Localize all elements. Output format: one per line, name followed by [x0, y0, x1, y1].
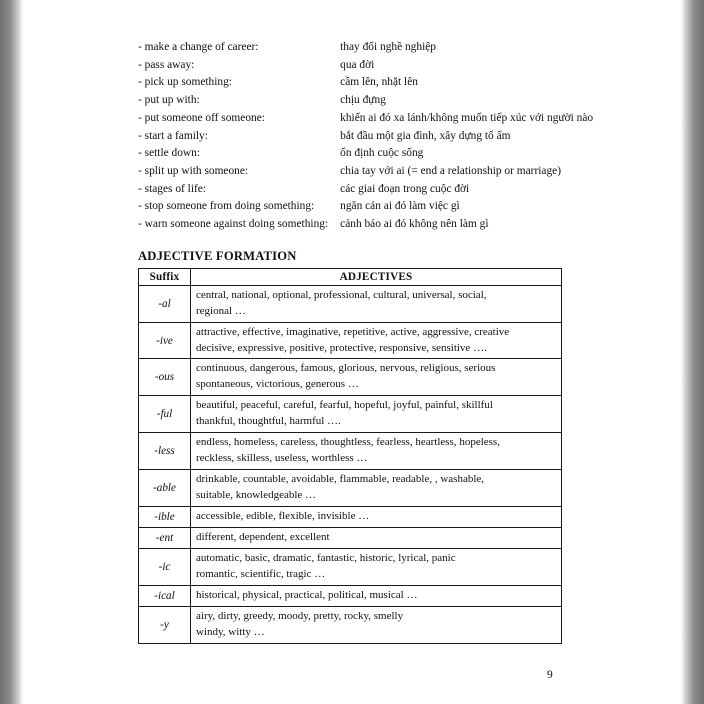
adjectives-line: continuous, dangerous, famous, glorious, nervous, religious, serious — [196, 362, 496, 375]
table-row — [139, 285, 562, 322]
phrase-row — [138, 95, 593, 113]
adjectives-line: romantic, scientific, tragic … — [196, 567, 326, 580]
suffix-cell: -ive — [139, 322, 191, 359]
table-header-row — [139, 268, 562, 285]
page-title: ADJECTIVE FORMATION — [138, 248, 297, 263]
adjectives-cell — [191, 606, 562, 643]
phrase-row — [138, 131, 593, 149]
phrase-meaning: chịu đựng — [340, 94, 386, 107]
phrase-meaning: ổn định cuộc sống — [340, 147, 424, 160]
table-row — [139, 433, 562, 470]
phrase-vocabulary-list — [138, 42, 593, 237]
adjectives-line: automatic, basic, dramatic, fantastic, historic, lyrical, panic — [196, 551, 456, 564]
phrase-meaning: chia tay với ai (= end a relationship or marriage) — [340, 164, 562, 177]
adjectives-line: windy, witty … — [196, 625, 265, 638]
adjectives-cell — [191, 527, 562, 548]
adjectives-line: central, national, optional, professional, cultural, universal, social, — [196, 288, 487, 301]
phrase-meaning: cảnh báo ai đó không nên làm gì — [340, 218, 489, 231]
table-row — [139, 585, 562, 606]
suffix-cell: -ful — [139, 396, 191, 433]
adjectives-line: accessible, edible, flexible, invisible … — [196, 509, 370, 522]
page-number: 9 — [547, 669, 553, 681]
table-row — [139, 322, 562, 359]
adjectives-line: thankful, thoughtful, harmful …. — [196, 415, 341, 428]
adjectives-cell — [191, 322, 562, 359]
suffix-cell: -ic — [139, 548, 191, 585]
phrase-term: - stop someone from doing something: — [138, 200, 315, 213]
adjectives-line: reckless, skilless, useless, worthless … — [196, 452, 368, 465]
adjectives-line: endless, homeless, careless, thoughtless, fearless, heartless, hopeless, — [196, 436, 500, 449]
suffix-cell: -less — [139, 433, 191, 470]
adjectives-cell — [191, 359, 562, 396]
adjectives-line: different, dependent, excellent — [196, 530, 330, 543]
phrase-meaning: ngăn cản ai đó làm việc gì — [340, 200, 460, 213]
adjective-table-body — [139, 285, 562, 643]
table-row — [139, 527, 562, 548]
adjectives-line: decisive, expressive, positive, protective, responsive, sensitive …. — [196, 341, 487, 354]
table-row — [139, 396, 562, 433]
phrase-list-body — [138, 42, 593, 237]
adjectives-line: spontaneous, victorious, generous … — [196, 378, 359, 391]
phrase-row — [138, 60, 593, 78]
adjectives-line: beautiful, peaceful, careful, fearful, hopeful, joyful, painful, skillful — [196, 399, 493, 412]
phrase-row — [138, 148, 593, 166]
phrase-meaning: các giai đoạn trong cuộc đời — [340, 182, 470, 195]
phrase-term: - pass away: — [138, 58, 195, 71]
column-header-adjectives: ADJECTIVES — [191, 268, 562, 285]
page-gutter-left-shadow — [0, 0, 23, 704]
adjective-formation-table — [138, 268, 562, 644]
phrase-meaning: khiến ai đó xa lánh/không muốn tiếp xúc với người nào — [340, 111, 594, 124]
phrase-row — [138, 166, 593, 184]
adjectives-cell — [191, 506, 562, 527]
suffix-cell: -al — [139, 285, 191, 322]
table-row — [139, 548, 562, 585]
adjectives-cell — [191, 285, 562, 322]
phrase-term: - warn someone against doing something: — [138, 218, 329, 231]
adjectives-cell — [191, 396, 562, 433]
phrase-row — [138, 201, 593, 219]
suffix-cell: -ent — [139, 527, 191, 548]
adjectives-cell — [191, 433, 562, 470]
page-content — [138, 41, 594, 644]
adjectives-line: historical, physical, practical, political, musical … — [196, 588, 418, 601]
adjectives-line: suitable, knowledgeable … — [196, 489, 317, 502]
phrase-term: - settle down: — [138, 147, 201, 160]
phrase-term: - split up with someone: — [138, 164, 249, 177]
page-gutter-right-shadow — [681, 0, 704, 704]
phrase-term: - start a family: — [138, 129, 208, 142]
table-row — [139, 470, 562, 507]
suffix-cell: -ible — [139, 506, 191, 527]
phrase-meaning: cầm lên, nhặt lên — [340, 76, 418, 89]
adjective-table-head — [139, 268, 562, 285]
phrase-row — [138, 42, 593, 60]
suffix-cell: -y — [139, 606, 191, 643]
adjectives-line: attractive, effective, imaginative, repetitive, active, aggressive, creative — [196, 325, 510, 338]
phrase-meaning: thay đổi nghề nghiệp — [340, 41, 436, 53]
adjectives-cell — [191, 548, 562, 585]
phrase-meaning: bắt đầu một gia đình, xây dựng tổ ấm — [340, 129, 511, 142]
phrase-row — [138, 219, 593, 237]
page-sheet — [23, 0, 681, 704]
phrase-term: - put someone off someone: — [138, 111, 265, 124]
adjectives-line: drinkable, countable, avoidable, flammable, readable, , washable, — [196, 473, 485, 486]
phrase-meaning: qua đời — [340, 58, 375, 71]
suffix-cell: -ical — [139, 585, 191, 606]
adjectives-line: regional … — [196, 304, 246, 317]
suffix-cell: -ous — [139, 359, 191, 396]
adjectives-cell — [191, 470, 562, 507]
phrase-row — [138, 184, 593, 202]
phrase-row — [138, 77, 593, 95]
phrase-term: - pick up something: — [138, 76, 232, 89]
suffix-cell: -able — [139, 470, 191, 507]
column-header-suffix: Suffix — [139, 268, 191, 285]
table-row — [139, 506, 562, 527]
table-row — [139, 606, 562, 643]
phrase-row — [138, 113, 593, 131]
adjectives-cell — [191, 585, 562, 606]
adjectives-line: airy, dirty, greedy, moody, pretty, rocky, smelly — [196, 609, 404, 622]
phrase-term: - make a change of career: — [138, 41, 259, 53]
phrase-term: - stages of life: — [138, 182, 207, 195]
table-row — [139, 359, 562, 396]
phrase-term: - put up with: — [138, 94, 200, 107]
